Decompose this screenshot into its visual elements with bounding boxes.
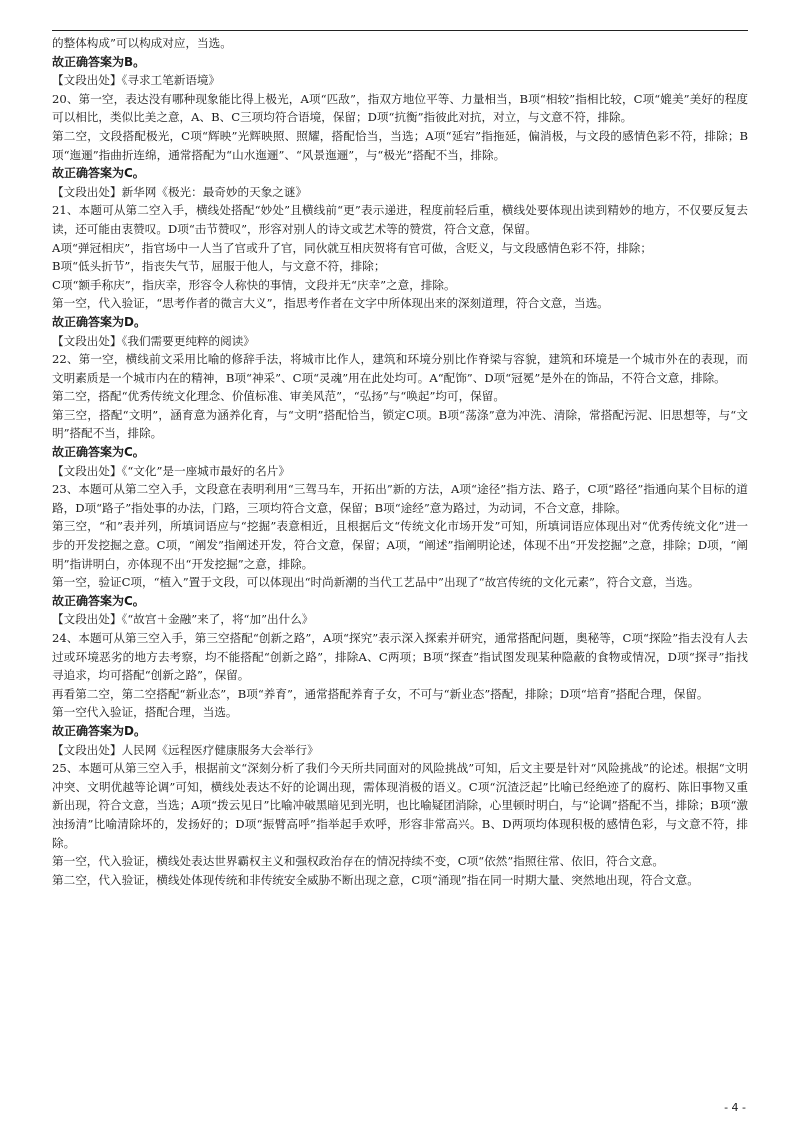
source-line: 【文段出处】《“文化”是一座城市最好的名片》 <box>52 463 290 478</box>
source-line: 【文段出处】《寻求工笔新语境》 <box>52 73 221 88</box>
explanation-paragraph: 20、第一空，表达没有哪种现象能比得上极光，A项“匹敌”，指双方地位平等、力量相当，B项“相较”指相比较，C项“媲美”美好的程度可以相比，类似比美之意，A、B、C三项均符合语境，保留；D项“抗衡”指彼此对抗，对立，与文意不符，排除。 <box>52 91 748 125</box>
explanation-paragraph: 21、本题可从第二空入手，横线处搭配“妙处”且横线前“更”表示递进，程度前轻后重，横线处要体现出读到精妙的地方，不仅要反复去读，还可能由衷赞叹。D项“击节赞叹”，形容对别人的诗文或艺术等的赞赏，符合文意，保留。 <box>52 203 748 236</box>
answer-line: 故正确答案为C。 <box>52 593 145 608</box>
page-number: - 4 - <box>724 1101 746 1114</box>
explanation-paragraph: 再看第二空，第二空搭配“新业态”，B项“养育”，通常搭配养育子女，不可与“新业态”搭配，排除；D项“培育”搭配合理，保留。 <box>52 686 709 701</box>
source-line: 【文段出处】新华网《极光：最奇妙的天象之谜》 <box>52 184 308 199</box>
answer-line: 故正确答案为D。 <box>52 314 146 329</box>
explanation-paragraph: 第一空，代入验证，“思考作者的微言大义”，指思考作者在文字中所体现出来的深刻道理，符合文意，当选。 <box>52 296 609 311</box>
explanation-paragraph: B项“低头折节”，指丧失气节，屈服于他人，与文意不符，排除； <box>52 259 386 274</box>
answer-line: 故正确答案为C。 <box>52 166 145 181</box>
explanation-paragraph: C项“额手称庆”，指庆幸，形容令人称快的事情，文段并无“庆幸”之意，排除。 <box>52 277 456 292</box>
explanation-paragraph: 第一空代入验证，搭配合理，当选。 <box>52 705 238 720</box>
explanation-paragraph: 23、本题可从第二空入手，文段意在表明利用“三驾马车，开拓出”新的方法，A项“途径”指方法、路子，C项“路径”指通向某个目标的道路，D项“路子”指处事的办法，门路，三项均符合文意，保留；B项“途经”意为路过，为动词，不合文意，排除。 <box>52 482 748 515</box>
explanation-paragraph: 22、第一空，横线前文采用比喻的修辞手法，将城市比作人，建筑和环境分别比作脊梁与容貌，建筑和环境是一个城市外在的表现，而文明素质是一个城市内在的精神，B项“神采”、C项“灵魂”用在此处均可。A“配饰”、D项“冠冕”是外在的饰品，不符合文意，排除。 <box>52 352 748 385</box>
explanation-paragraph: 第二空，搭配“优秀传统文化理念、价值标准、审美风范”，“弘扬”与“唤起”均可，保留。 <box>52 389 505 404</box>
explanation-paragraph: 的整体构成”可以构成对应，当选。 <box>52 36 232 50</box>
source-line: 【文段出处】《我们需要更纯粹的阅读》 <box>52 333 255 348</box>
explanation-paragraph: A项“弹冠相庆”，指官场中一人当了官或升了官，同伙就互相庆贺将有官可做，含贬义，与文段感情色彩不符，排除； <box>52 240 652 255</box>
explanation-paragraph: 第一空，代入验证，横线处表达世界霸权主义和强权政治存在的情况持续不变，C项“依然”指照往常、依旧，符合文意。 <box>52 854 665 869</box>
explanation-paragraph: 25、本题可从第三空入手，根据前文“深刻分析了我们今天所共同面对的风险挑战”可知，后文主要是针对“风险挑战”的论述。根据“文明冲突、文明优越等论调”可知，横线处表达不好的论调出现，需体现消极的语义。C项“沉渣泛起”比喻已经绝迹了的腐朽、陈旧事物又重新出现，符合文意，当选；A项“拨云见日”比喻冲破黑暗见到光明，也比喻疑团消除，心里顿时明白，与“论调”搭配不当，排除；B项“激浊扬清”比喻清除坏的，发扬好的；D项“振臂高呼”指举起手欢呼，形容非常高兴。B、D两项均体现积极的感情色彩，与文意不符，排除。 <box>52 761 748 850</box>
explanation-paragraph: 24、本题可从第三空入手，第三空搭配“创新之路”，A项“探究”表示深入探索并研究，通常搭配问题，奥秘等，C项“探险”指去没有人去过或环境恶劣的地方去考察，均不能搭配“创新之路”，排除A、C两项；B项“探查”指试图发现某种隐蔽的食物或情况，D项“探寻”指找寻追求，均可搭配“创新之路”，保留。 <box>52 631 748 683</box>
answer-line: 故正确答案为D。 <box>52 723 146 738</box>
answer-line: 故正确答案为C。 <box>52 445 145 460</box>
explanation-paragraph: 第二空，文段搭配极光，C项“辉映”光辉映照、照耀，搭配恰当，当选；A项“延宕”指拖延，偏消极，与文段的感情色彩不符，排除；B项“迤逦”指曲折连绵，通常搭配为“山水迤逦”、“风景迤逦”，与“极光”搭配不当，排除。 <box>52 128 748 162</box>
answer-line: 故正确答案为B。 <box>52 54 146 69</box>
explanation-paragraph: 第三空，搭配“文明”，涵育意为涵养化育，与“文明”搭配恰当，锁定C项。B项“荡涤”意为冲洗、清除，常搭配污泥、旧思想等，与“文明”搭配不当，排除。 <box>52 407 748 441</box>
explanation-paragraph: 第三空，“和”表并列，所填词语应与“挖掘”表意相近，且根据后文“传统文化市场开发”可知，所填词语应体现出对“优秀传统文化”进一步的开发挖掘之意。C项，“阐发”指阐述开发，符合文意，保留；A项，“阐述”指阐明论述，体现不出“开发挖掘”之意，排除；D项，“阐明”指讲明白，亦体现不出“开发挖掘”之意，排除。 <box>52 519 748 571</box>
explanation-paragraph: 第一空，验证C项，“植入”置于文段，可以体现出“时尚新潮的当代工艺品中”出现了“故宫传统的文化元素”，符合文意，当选。 <box>52 575 700 590</box>
source-line: 【文段出处】《“故宫＋金融”来了，将“加”出什么》 <box>52 612 314 627</box>
source-line: 【文段出处】人民网《远程医疗健康服务大会举行》 <box>52 742 319 757</box>
explanation-paragraph: 第二空，代入验证，横线处体现传统和非传统安全威胁不断出现之意，C项“涌现”指在同一时期大量、突然地出现，符合文意。 <box>52 872 699 887</box>
page-content <box>52 34 748 889</box>
header-rule <box>52 30 748 31</box>
